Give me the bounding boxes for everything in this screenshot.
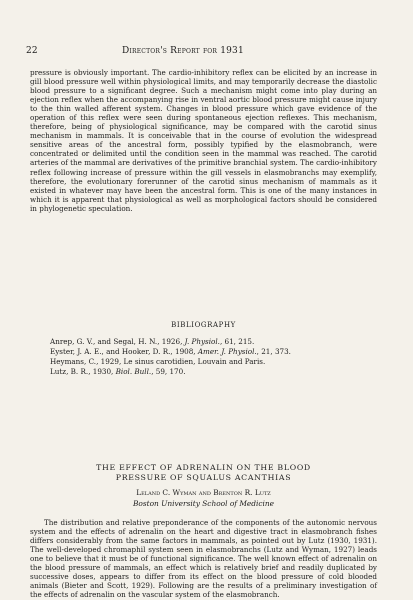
running-head: Director's Report for 1931 xyxy=(122,46,244,56)
article-title-line-1: THE EFFECT OF ADRENALIN ON THE BLOOD xyxy=(96,463,311,472)
bibliography-entry xyxy=(30,367,377,376)
bibliography-list xyxy=(30,337,377,377)
page-number: 22 xyxy=(26,46,38,56)
article-affiliation: Boston University School of Medicine xyxy=(132,499,275,508)
bibliography-entry-tail: , 21, 373. xyxy=(256,347,291,356)
article-authors: Leland C. Wyman and Brenton R. Lutz xyxy=(136,488,271,497)
bibliography-entry-text: Heymans, C., 1929, Le sinus carotidien, Louvain and Paris. xyxy=(50,357,266,366)
bibliography-journal: Biol. Bull. xyxy=(115,367,152,376)
bibliography-journal: J. Physiol. xyxy=(184,337,220,346)
bibliography-entry-text: Lutz, B. R., 1930, xyxy=(50,367,116,376)
bibliography-entry-text: Anrep, G. V., and Segal, H. N., 1926, xyxy=(50,337,185,346)
bibliography-entry xyxy=(30,337,377,346)
article-title-line-2: PRESSURE OF SQUALUS ACANTHIAS xyxy=(115,473,292,482)
bibliography-entry-text: Eyster, J. A. E., and Hooker, D. R., 1908, xyxy=(50,347,198,356)
article-paragraph-1: The distribution and relative preponderance of the components of the autonomic nervous system and the effects of adrenalin on the heart and digestive tract in elasmobranch fishes differs considerably from the same factors in mammals, as pointed out by Lutz (1930, 1931). The well-developed chromaphil system seen in elasmobranchs (Lutz and Wyman, 1927) leads one to believe that it must be of functional significance. The well known effect of adrenalin on the blood pressure of mammals, an effect which is relatively brief and readily duplicated by successive doses, appears to differ from its effect on the blood pressure of cold blooded animals (Bieter and Scott, 1929). Following are the results of a preliminary investigation of the effects of adrenalin on the vascular system of the elasmobranch. xyxy=(30,518,377,600)
bibliography-title: BIBLIOGRAPHY xyxy=(171,321,236,329)
body-paragraph-1: pressure is obviously important. The cardio-inhibitory reflex can be elicited by an increase in gill blood pressure well within physiological limits, and may temporarily decrease the diastolic blood pressure to a significant degree. Such a mechanism might come into play during an ejection reflex when the accompanying rise in ventral aortic blood pressure might cause injury to the thin walled afferent system. Changes in blood pressure which gave evidence of the operation of this reflex were seen during spontaneous ejection reflexes. This mechanism, therefore, being of physiological significance, may be compared with the carotid sinus mechanism in mammals. It is conceivable that in the course of evolution the widespread sensitive areas of the ancestral form, possibly typified by the elasmobranch, were concentrated or delimited until the condition seen in the mammal was reached. The carotid arteries of the mammal are derivatives of the primitive branchial system. The cardio-inhibitory reflex following increase of pressure within the gill vessels in elasmobranchs may exemplify, therefore, the evolutionary forerunner of the carotid sinus mechanism of mammals as it existed in whatever may have been the ancestral form. This is one of the many instances in which it is apparent that physiological as well as morphological factors should be considered in phylogenetic speculation. xyxy=(30,68,377,213)
bibliography-entry xyxy=(30,357,377,366)
page-header xyxy=(26,45,372,57)
bibliography-entry-tail: , 61, 215. xyxy=(219,337,255,346)
bibliography-entry xyxy=(30,347,377,356)
bibliography-entry-tail: , 59, 170. xyxy=(151,367,186,376)
article-title xyxy=(30,463,377,483)
bibliography-journal: Amer. J. Physiol. xyxy=(197,347,257,356)
